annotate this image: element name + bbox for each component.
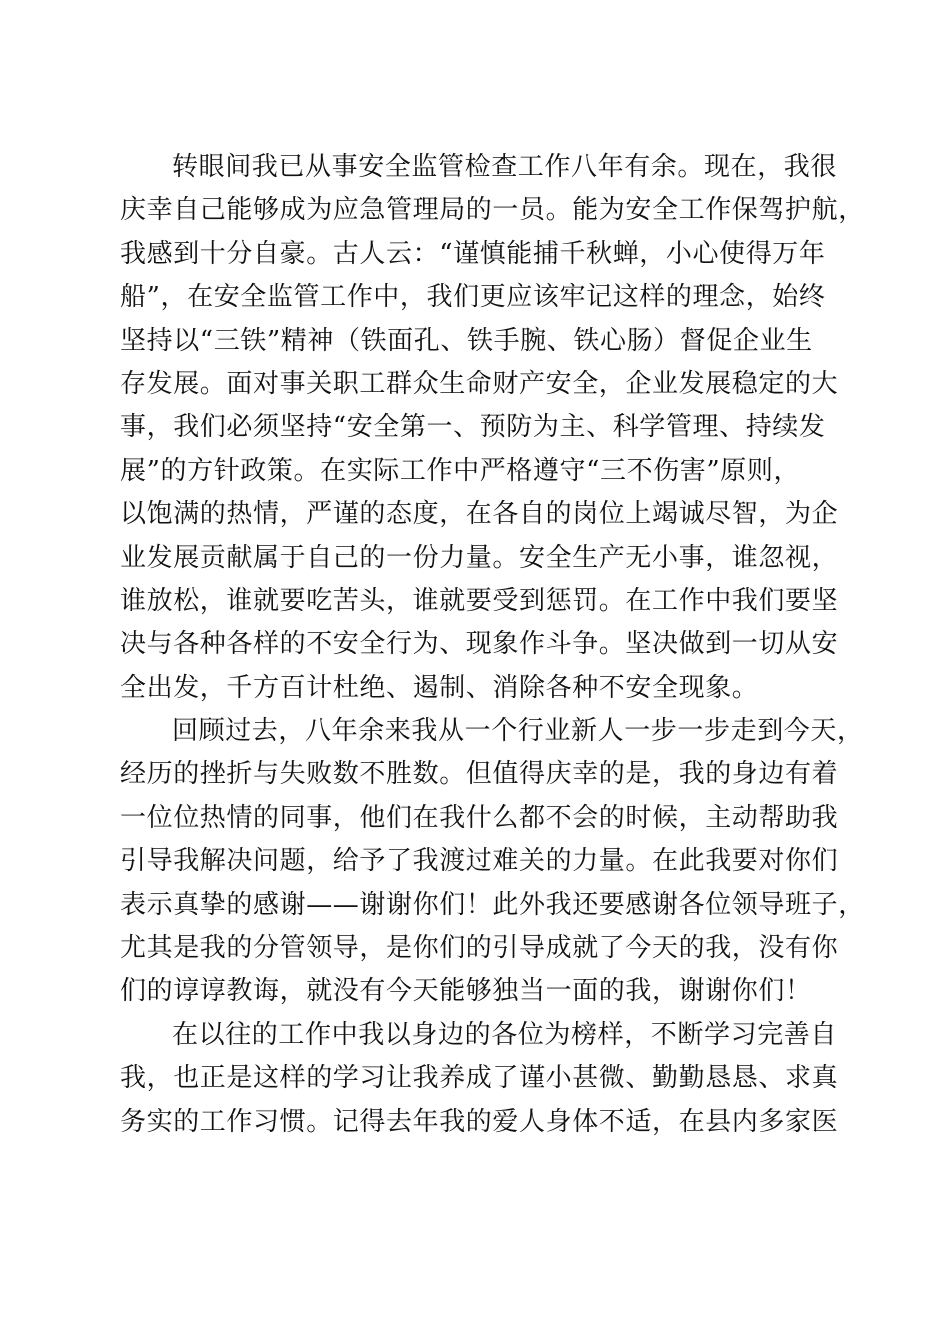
paragraph-line: 船”，在安全监管工作中，我们更应该牢记这样的理念，始终 <box>120 282 826 313</box>
paragraph-line: 决与各种各样的不安全行为、现象作斗争。坚决做到一切从安 <box>120 629 839 660</box>
paragraph-1 <box>120 146 865 710</box>
paragraph-3 <box>120 1014 839 1144</box>
paragraph-line: 存发展。面对事关职工群众生命财产安全，企业发展稳定的大 <box>120 368 839 399</box>
paragraph-line: 回顾过去，八年余来我从一个行业新人一步一步走到今天， <box>172 716 864 747</box>
paragraph-line: 全出发，千方百计杜绝、遏制、消除各种不安全现象。 <box>120 672 759 703</box>
paragraph-line: 尤其是我的分管领导，是你们的引导成就了今天的我，没有你 <box>120 933 839 964</box>
paragraph-line: 务实的工作习惯。记得去年我的爱人身体不适，在县内多家医 <box>120 1106 839 1137</box>
paragraph-2 <box>120 710 865 1014</box>
paragraph-line: 在以往的工作中我以身边的各位为榜样，不断学习完善自 <box>172 1019 838 1050</box>
paragraph-line: 以饱满的热情，严谨的态度，在各自的岗位上竭诚尽智，为企 <box>120 499 839 530</box>
paragraph-line: 业发展贡献属于自己的一份力量。安全生产无小事，谁忽视， <box>120 542 839 573</box>
paragraph-line: 经历的挫折与失败数不胜数。但值得庆幸的是，我的身边有着 <box>120 759 839 790</box>
paragraph-line: 我感到十分自豪。古人云：“谨慎能捕千秋蝉，小心使得万年 <box>120 238 826 269</box>
paragraph-line: 一位位热情的同事，他们在我什么都不会的时候，主动帮助我 <box>120 802 839 833</box>
paragraph-line: 事，我们必须坚持“安全第一、预防为主、科学管理、持续发 <box>120 412 826 443</box>
paragraph-line: 谁放松，谁就要吃苦头，谁就要受到惩罚。在工作中我们要坚 <box>120 585 839 616</box>
paragraph-line: 我，也正是这样的学习让我养成了谨小甚微、勤勤恳恳、求真 <box>120 1063 839 1094</box>
paragraph-line: 们的谆谆教诲，就没有今天能够独当一面的我，谢谢你们！ <box>120 976 812 1007</box>
document-body <box>120 146 865 1144</box>
paragraph-line: 转眼间我已从事安全监管检查工作八年有余。现在，我很 <box>172 152 838 182</box>
paragraph-line: 庆幸自己能够成为应急管理局的一员。能为安全工作保驾护航， <box>120 195 865 226</box>
paragraph-line: 坚持以“三铁”精神（铁面孔、铁手腕、铁心肠）督促企业生 <box>120 325 813 356</box>
paragraph-line: 表示真挚的感谢——谢谢你们！此外我还要感谢各位领导班子， <box>120 889 865 920</box>
paragraph-line: 引导我解决问题，给予了我渡过难关的力量。在此我要对你们 <box>120 846 839 877</box>
paragraph-line: 展”的方针政策。在实际工作中严格遵守“三不伤害”原则， <box>120 455 801 486</box>
